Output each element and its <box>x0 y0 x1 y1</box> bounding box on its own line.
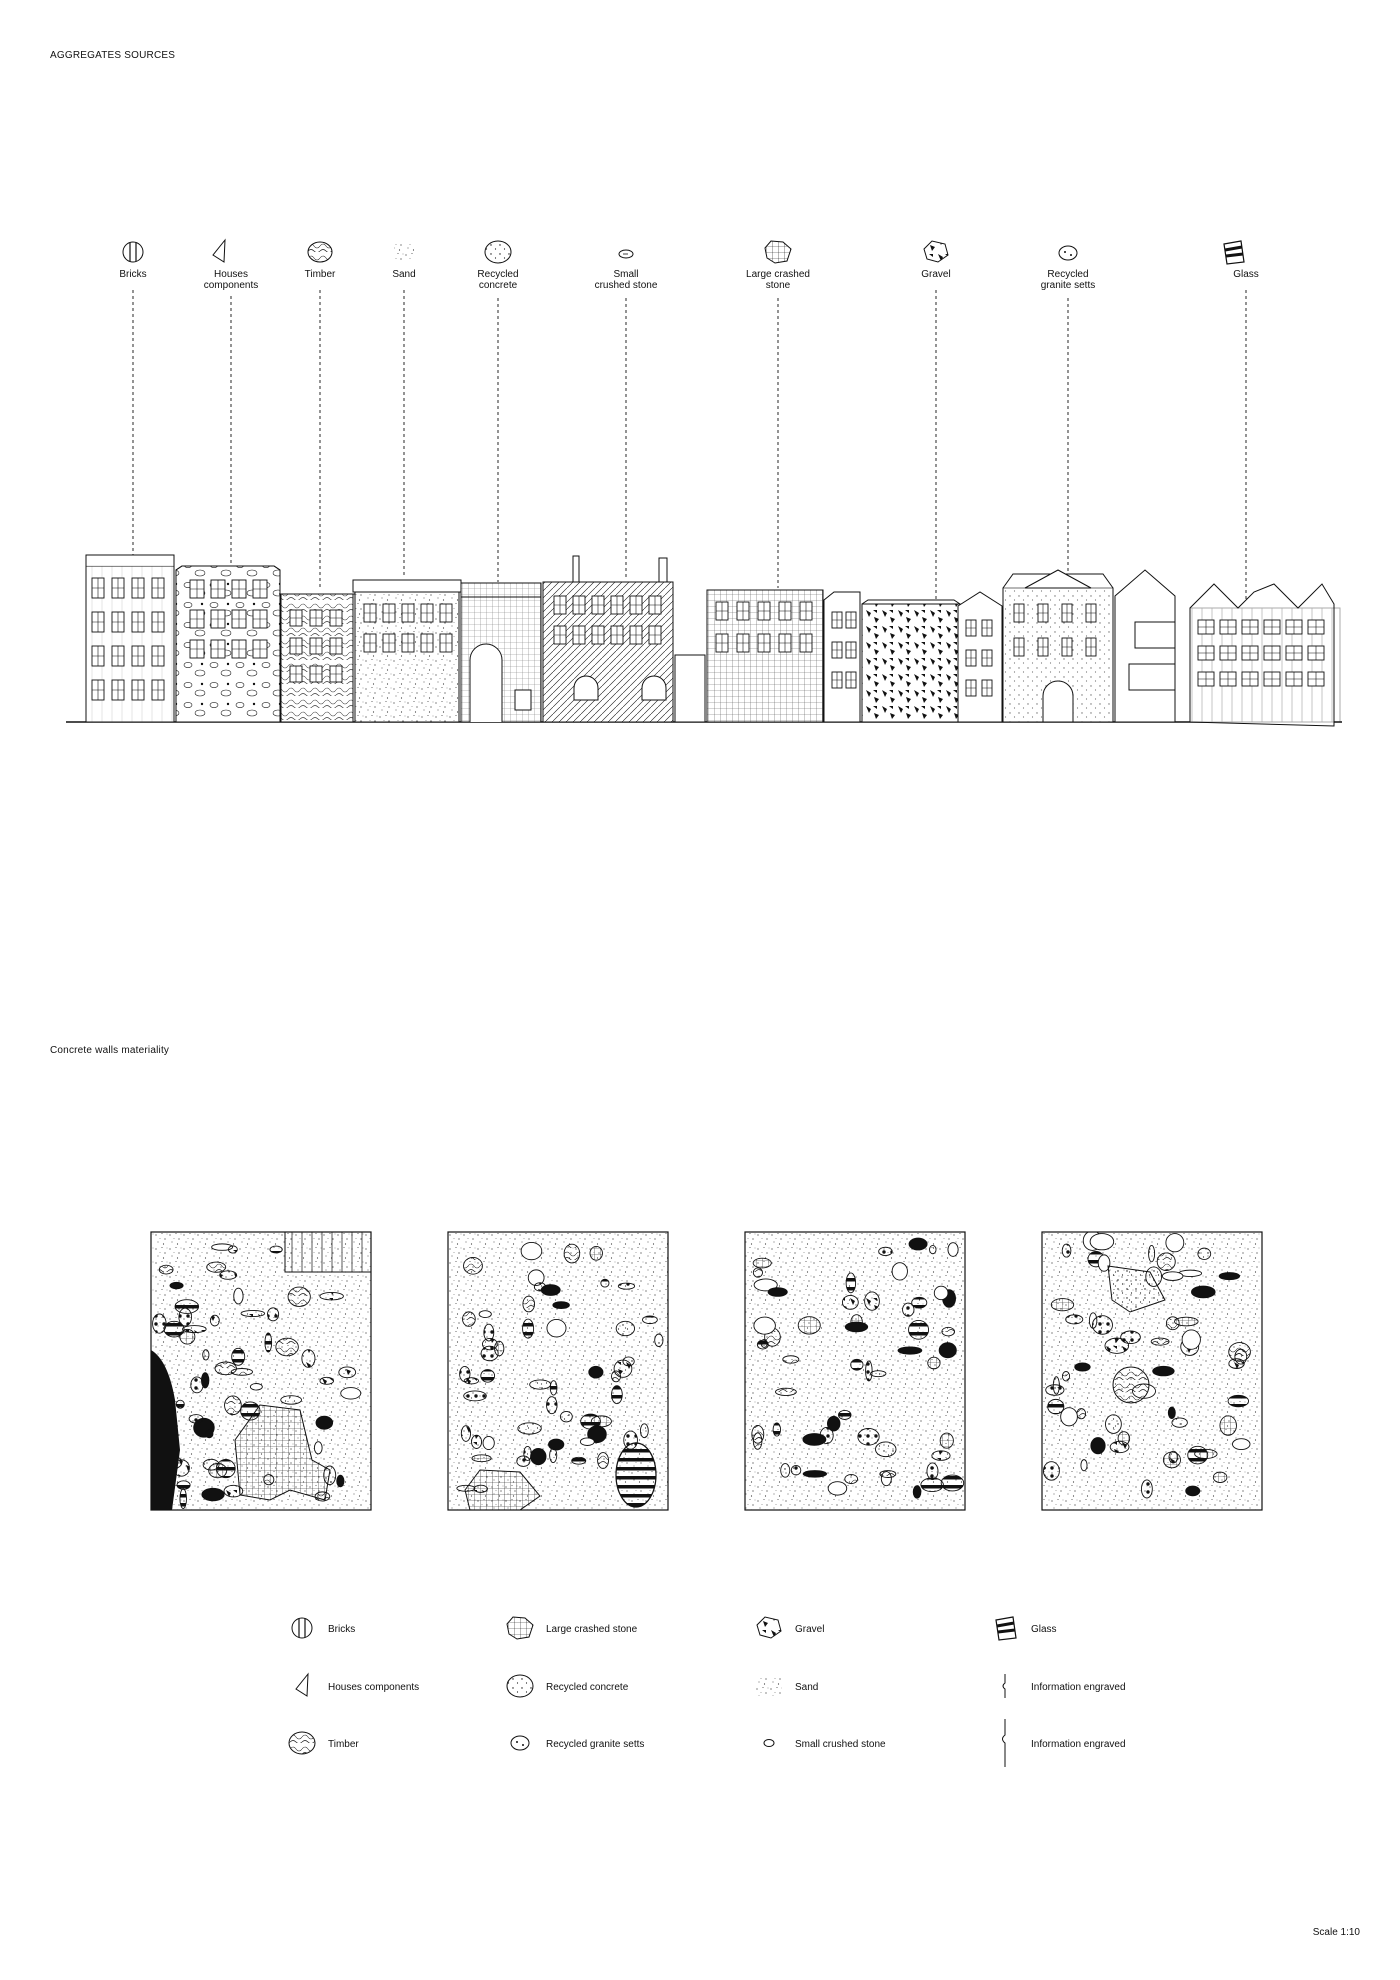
legend-item <box>507 1675 629 1697</box>
section-title-aggregates: AGGREGATES SOURCES <box>50 50 176 61</box>
sand-icon <box>756 1676 782 1696</box>
source-label-9: Glass <box>1233 269 1259 280</box>
legend-item <box>507 1617 638 1639</box>
source-label-8: Recycled granite setts <box>1040 269 1096 291</box>
sand-icon <box>394 243 414 261</box>
legend-label: Sand <box>795 1682 819 1693</box>
legend-label: Small crushed stone <box>795 1739 886 1750</box>
source-label-0: Bricks <box>119 269 147 280</box>
building-glass <box>1190 584 1340 726</box>
building-bricks <box>86 555 174 722</box>
concrete-panels <box>151 1231 1262 1510</box>
recycled-granite-setts-icon <box>511 1736 529 1750</box>
building-sand <box>353 580 461 722</box>
small-crushed-stone-icon <box>619 250 633 258</box>
legend-label: Large crashed stone <box>546 1624 638 1635</box>
legend-label: Information engraved <box>1031 1682 1126 1693</box>
timber-icon <box>308 242 332 262</box>
small-crushed-stone-icon <box>764 1740 774 1747</box>
building-plain-1 <box>824 592 860 722</box>
source-label-7: Gravel <box>921 269 951 280</box>
glass-icon <box>996 1617 1016 1640</box>
legend-label: Information engraved <box>1031 1739 1126 1750</box>
source-label-3: Sand <box>392 269 416 280</box>
leader-lines <box>133 290 1246 602</box>
engraving-short-icon <box>1003 1674 1005 1698</box>
source-label-6: Large crashed stone <box>746 269 810 291</box>
houses-components-icon <box>213 240 225 262</box>
legend-item <box>289 1732 359 1754</box>
building-gap <box>675 655 705 722</box>
bricks-icon <box>123 242 143 262</box>
building-recycled-granite-setts <box>1003 570 1113 722</box>
legend-label: Bricks <box>328 1624 356 1635</box>
legend-item <box>996 1617 1057 1640</box>
legend-label: Glass <box>1031 1624 1057 1635</box>
building-small-crushed-stone <box>543 556 673 722</box>
bricks-icon <box>292 1618 312 1638</box>
concrete-panel-3 <box>745 1232 965 1510</box>
legend-item <box>1003 1674 1126 1698</box>
building-plain-2 <box>958 592 1002 722</box>
recycled-granite-setts-icon <box>1059 246 1077 260</box>
gravel-icon <box>924 241 948 262</box>
building-gravel <box>862 600 960 722</box>
legend-item <box>757 1617 824 1638</box>
concrete-panel-4 <box>1042 1231 1262 1510</box>
source-label-1: Houses components <box>203 269 259 291</box>
legend-item <box>1003 1719 1126 1767</box>
glass-icon <box>1224 241 1244 264</box>
legend-item <box>292 1618 355 1638</box>
scale-label: Scale 1:10 <box>1312 1927 1360 1938</box>
sources-row <box>119 240 1258 602</box>
legend-label: Recycled granite setts <box>546 1739 645 1750</box>
source-label-5: Small crushed stone <box>594 269 658 291</box>
building-timber <box>279 594 355 722</box>
houses-components-icon <box>296 1674 308 1696</box>
recycled-concrete-icon <box>485 241 511 263</box>
building-plain-gable <box>1115 570 1175 722</box>
legend-item <box>296 1674 419 1696</box>
legend-label: Recycled concrete <box>546 1682 629 1693</box>
timber-icon <box>289 1732 315 1754</box>
source-label-2: Timber <box>304 269 336 280</box>
building-houses-components <box>176 566 280 722</box>
concrete-panel-1 <box>151 1232 371 1510</box>
large-crashed-stone-icon <box>765 241 791 263</box>
legend-label: Houses components <box>328 1682 420 1693</box>
building-large-crashed-stone <box>707 590 823 722</box>
legend <box>289 1617 1126 1767</box>
source-label-4: Recycled concrete <box>477 269 519 291</box>
legend-label: Gravel <box>795 1624 825 1635</box>
building-recycled-concrete <box>461 583 541 722</box>
legend-label: Timber <box>328 1739 359 1750</box>
concrete-panel-2 <box>448 1232 668 1510</box>
legend-item <box>756 1676 818 1696</box>
street-elevation <box>66 555 1342 726</box>
legend-item <box>764 1739 886 1750</box>
section-title-concrete: Concrete walls materiality <box>50 1045 170 1056</box>
large-crashed-stone-icon <box>507 1617 533 1639</box>
gravel-icon <box>757 1617 781 1638</box>
recycled-concrete-icon <box>507 1675 533 1697</box>
engraving-long-icon <box>1003 1719 1006 1767</box>
legend-item <box>511 1736 644 1750</box>
